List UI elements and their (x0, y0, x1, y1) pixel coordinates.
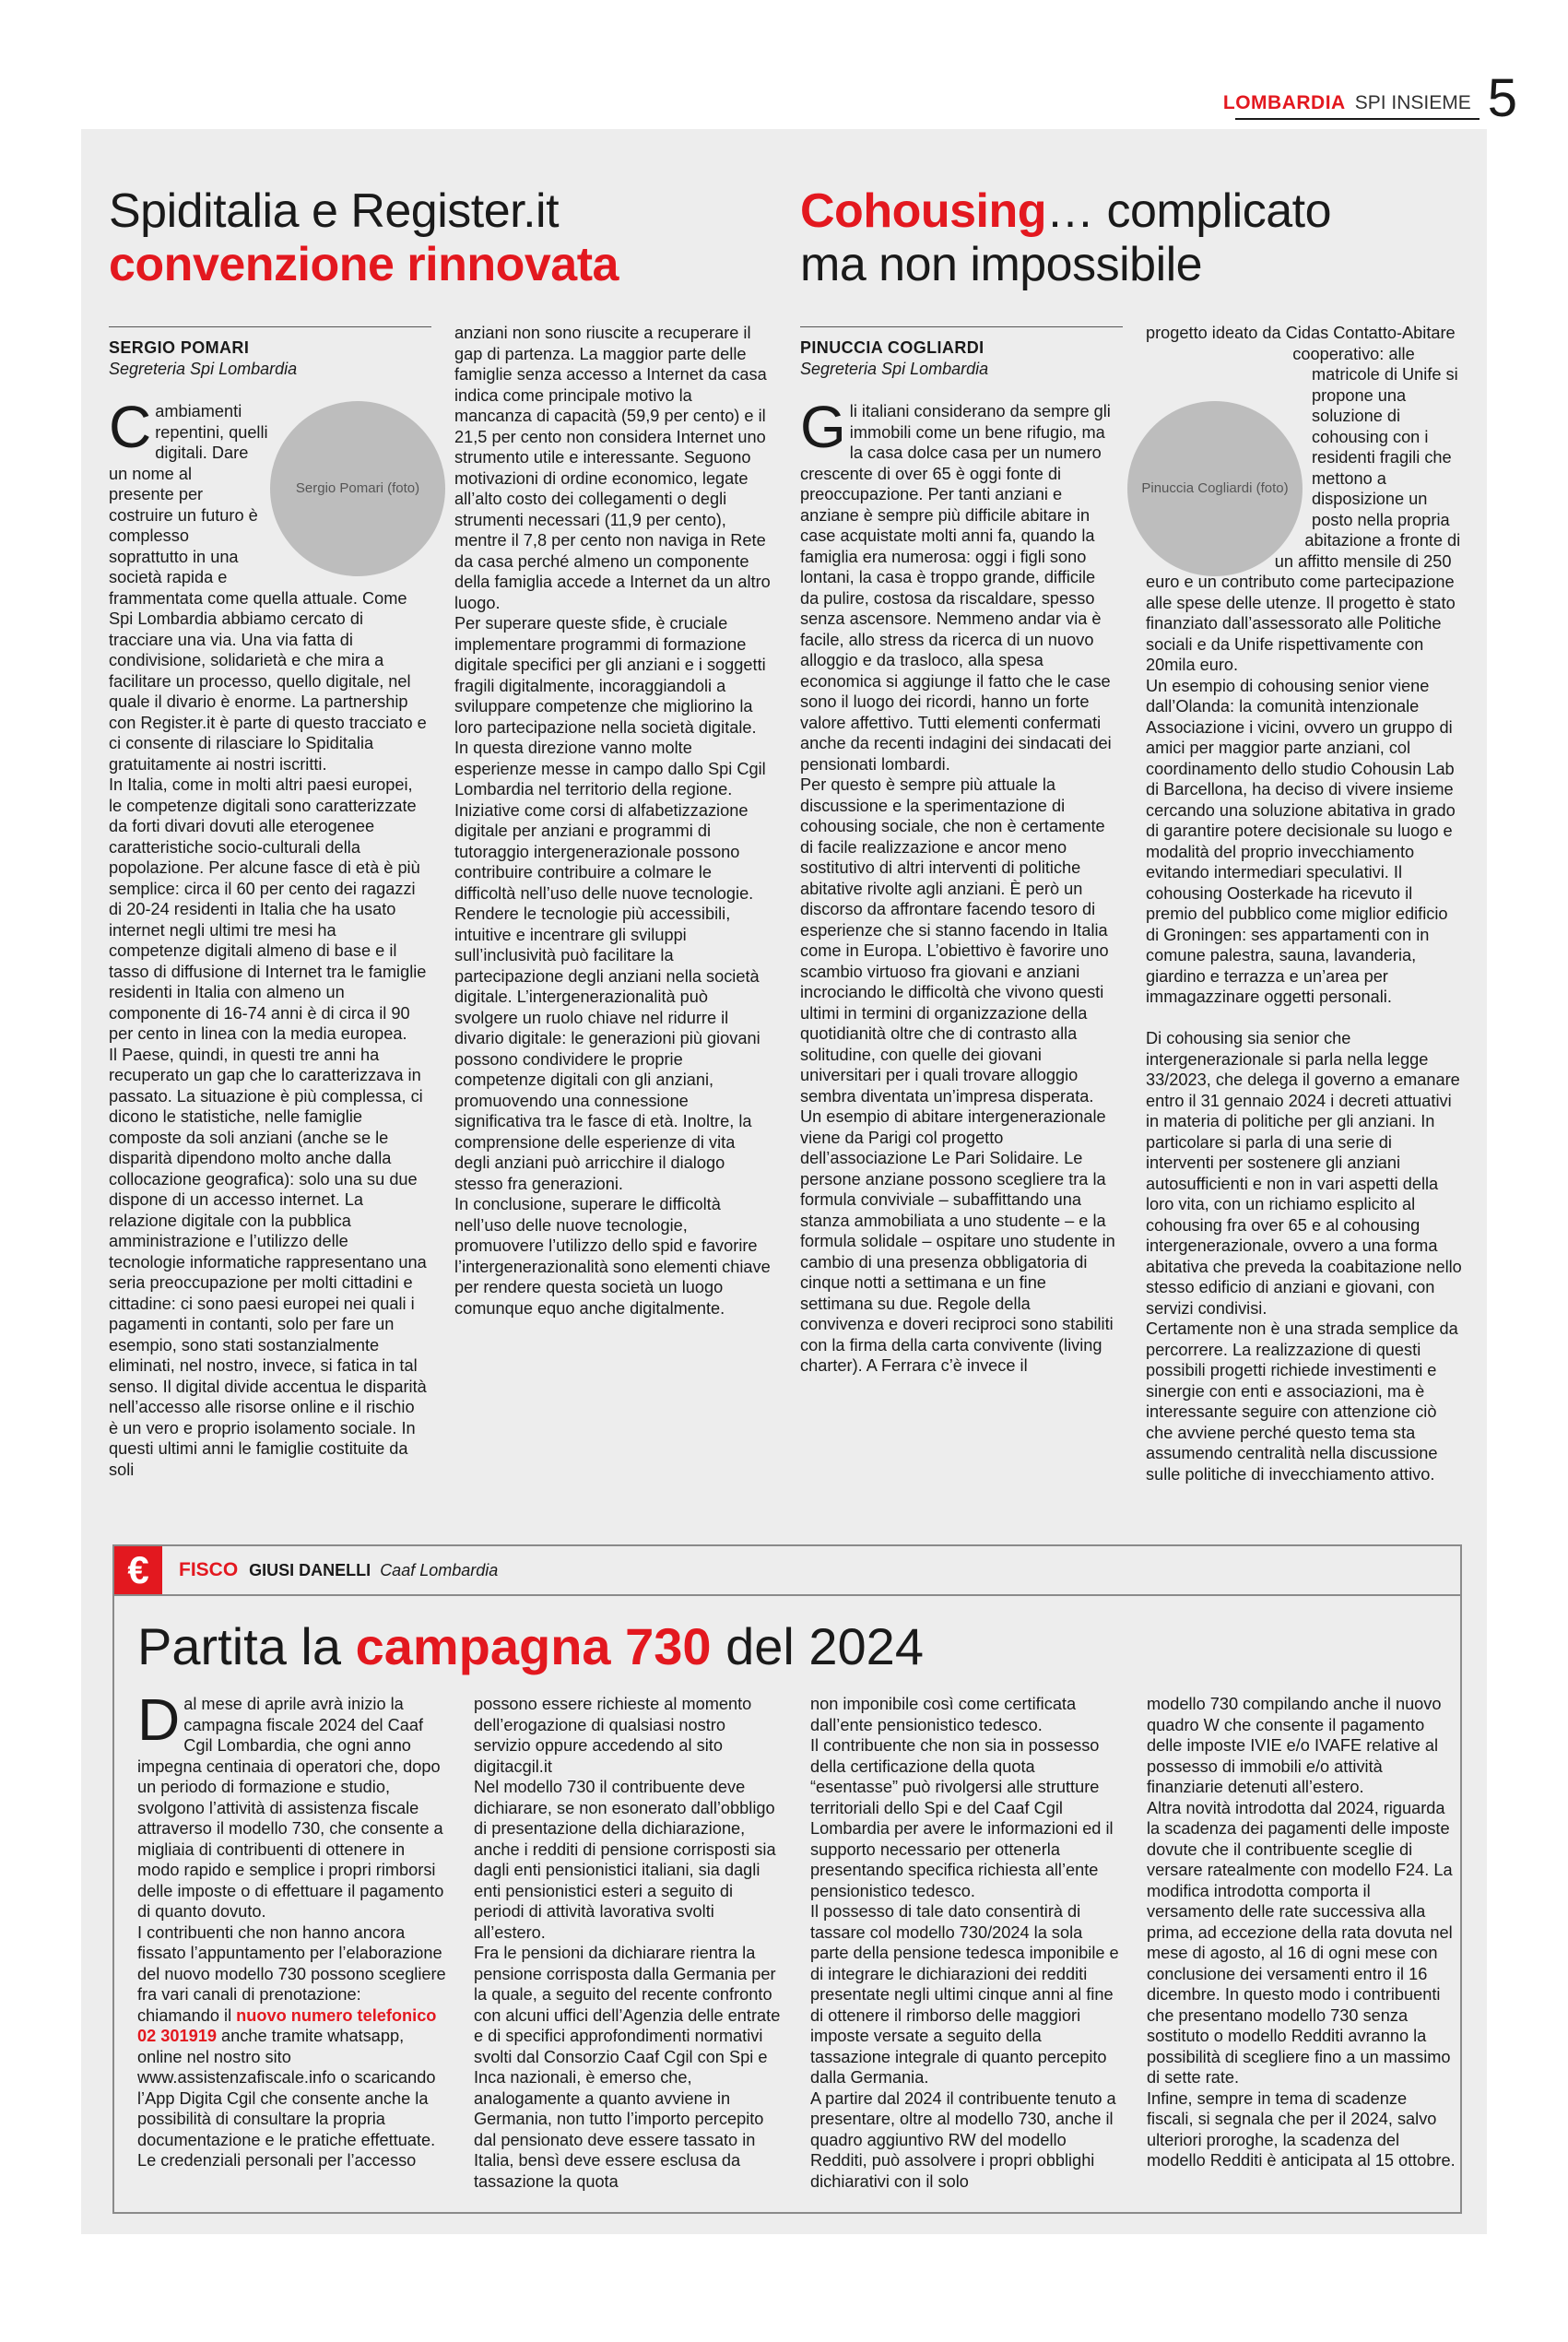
photo-label: Pinuccia Cogliardi (foto) (1141, 479, 1289, 496)
article-column (137, 1686, 446, 2192)
headline-post: del 2024 (711, 1617, 924, 1675)
column-text: modello 730 compilando anche il nuovo quadro W che consente il pagamento delle imposte IVIE e/o IVAFE relative al possesso di immobili e/o attività finanziarie detenuti all’estero. Altra novità introdotta dal 2024, riguarda la scadenza dei pagamenti delle imposte dovute che il contribuente sceglie di versare ratealmente con modello F24. La modifica introdotta comporta il versamento delle rate successiva alla prima, ad eccezione della rata dovuta nel mese di agosto, al 16 di ogni mese con conclusione dei versamenti entro il 16 dicembre. In questo modo i contribuenti che presentano modello 730 senza sostituto o modello Redditi avranno la possibilità di scegliere fino a un massimo di sette rate. Infine, sempre in tema di scadenze fiscali, si segnala che per il 2024, salvo ulteriori proroghe, la scadenza del modello Redditi è anticipata al 15 ottobre. (1147, 1695, 1456, 2170)
article-headline (109, 184, 772, 291)
fisco-body (137, 1686, 1456, 2192)
headline-line1: Spiditalia e Register.it (109, 184, 560, 238)
author-role: Segreteria Spi Lombardia (800, 360, 989, 378)
text-part: anche tramite whatsapp, online nel nostro sito www.assistenzafiscale.info o scaricando l’App Digita Cgil che consente anche la possibilità di consultare la propria documentazione e le pratiche effettuate. Le credenziali personali per l’accesso (137, 2027, 436, 2170)
column-text: non imponibile così come certificata dall’ente pensionistico tedesco. Il contribuente che non sia in possesso della certificazione della quota “esentasse” può rivolgersi alle strutture territoriali dello Spi e del Caaf Cgil Lombardia per avere le informazioni ed il supporto necessario per ottenerla presentando specifica richiesta all’ente pensionistico tedesco. Il possesso di tale dato consentirà di tassare col modello 730/2024 la sola parte della pensione tedesca imponibile e di integrare le dichiarazioni dei redditi presentate negli ultimi cinque anni al fine di ottenere il rimborso delle maggiori imposte versate a seguito della tassazione integrale di quanto percepito dalla Germania. A partire dal 2024 il contribuente tenuto a presentare, oltre al modello 730, anche il quadro aggiuntivo RW del modello Redditi, può assolvere i propri obblighi dichiarativi con il solo (810, 1695, 1119, 2191)
column-text (137, 1686, 446, 2171)
fisco-headline (137, 1618, 1460, 1675)
column-text: possono essere richieste al momento dell’erogazione di qualsiasi nostro servizio oppure accedendo al sito digitacgil.it Nel modello 730 il contribuente deve dichiarare, se non esonerato dall’obbligo di presentazione della dichiarazione, anche i redditi di pensione corrisposti sia dagli enti pensionistici italiani, sia dagli enti pensionistici esteri a seguito di periodi di attività lavorativa svolti all’estero. Fra le pensioni da dichiarare rientra la pensione corrisposta dalla Germania per la quale, a seguito del recente confronto con alcuni uffici dell’Agenzia delle entrate e di specifici approfondimenti normativi svolti dal Consorzio Caaf Cgil con Spi e Inca nazionali, è emerso che, analogamente a quanto avviene in Germania, non tutto l’importo percepito dal pensionato deve essere tassato in Italia, bensì deve essere esclusa da tassazione la quota (474, 1695, 781, 2191)
article-headline (800, 184, 1464, 291)
drop-cap: G (800, 394, 846, 460)
photo-label: Sergio Pomari (foto) (295, 479, 420, 496)
headline-highlight: Cohousing (800, 184, 1047, 238)
article-column (1141, 323, 1464, 1484)
column-text: progetto ideato da Cidas Contatto-Abitare cooperativo: alle matricole di Unife si propone una soluzione di cohousing con i residenti fragili che mettono a disposizione un posto nella propria abitazione a fronte di un affitto mensile di 250 euro e un contributo come partecipazione alle spese delle utenze. Il progetto è stato finanziato dall’assessorato alle Politiche sociali e da Unife rispettivamente con 20mila euro. Un esempio di cohousing senior viene dall’Olanda: la comunità intenzionale Associazione i vicini, ovvero un gruppo di amici per maggior parte anziani, col coordinamento dello studio Cohousin Lab di Barcellona, ha deciso di vivere insieme cercando una soluzione abitativa in grado di garantire potere decisionale su luogo e modalità del proprio invecchiamento evitando intermediari speculativi. Il cohousing Oosterkade ha ricevuto il premio del pubblico come miglior edificio di Groningen: ses appartamenti con in comune palestra, sauna, lavanderia, giardino e terrazza e un’area per immagazzinare oggetti personali. Di cohousing sia senior che intergenerazionale si parla nella legge 33/2023, che delega il governo a emanare entro il 31 gennaio 2024 i decreti attuativi in materia di politiche per gli anziani. In particolare si parla di una serie di interventi per sostenere gli anziani autosufficienti e non in vari aspetti della loro vita, con un richiamo esplicito al cohousing fra over 65 e al cohousing intergenerazionale, ovvero a una forma abitativa che preveda la coabitazione nello stesso edificio di anziani e giovani, con servizi condivisi. Certamente non è una strada semplice da percorrere. La realizzazione di questi possibili progetti richiede investimenti e sinergie con enti e associazioni, ma è interessante seguire con attenzione ciò che avviene perché questo tema sta assumendo centralità nella discussione sulle politiche di invecchiamento attivo. (1146, 324, 1462, 1484)
column-text: anziani non sono riuscite a recuperare il gap di partenza. La maggior parte delle famiglie senza accesso a Internet da casa indica come principale motivo la mancanza di capacità (59,9 per cento) e il 21,5 per cento non considera Internet uno strumento utile e interessante. Seguono motivazioni di ordine economico, legate all’alto costo dei collegamenti o degli strumenti necessari (11,9 per cento), mentre il 7,8 per cento non naviga in Rete da casa perché almeno un componente della famiglia accede a Internet da un altro luogo. Per superare queste sfide, è cruciale implementare programmi di formazione digitale specifici per gli anziani e i soggetti fragili digitalmente, incoraggiandoli a sviluppare competenze che migliorino la loro partecipazione nella società digitale. In questa direzione vanno molte esperienze messe in campo dallo Spi Cgil Lombardia nel territorio della regione. Iniziative come corsi di alfabetizzazione digitale per anziani e programmi di tutoraggio intergenerazionale possono contribuire contribuire a colmare le difficoltà nell’uso delle nuove tecnologie. Rendere le tecnologie più accessibili, intuitive e incentrare gli sviluppi sull’inclusività può facilitare la partecipazione degli anziani nella società digitale. L’intergenerazionalità può svolgere un ruolo chiave nel ridurre il divario digitale: le generazioni più giovani possono condividere le proprie competenze digitali con gli anziani, promuovendo una connessione significativa tra le fasce di età. Inoltre, la comprensione delle esperienze di vita degli anziani può arricchire il dialogo stesso fra generazioni. In conclusione, superare le difficoltà nell’uso delle nuove tecnologie, promuovere l’utilizzo dello spid e favorire l’intergenerazionalità sono elementi chiave per rendere questa società un luogo comunque equo anche digitalmente. (454, 324, 771, 1318)
headline-line2: convenzione rinnovata (109, 238, 619, 291)
article-column (800, 394, 1118, 1484)
author-name: SERGIO POMARI (109, 338, 250, 357)
byline (800, 326, 1123, 379)
euro-icon: € (114, 1546, 162, 1594)
folio-divider (1235, 118, 1480, 120)
fisco-header (114, 1546, 1460, 1596)
article-column (474, 1694, 783, 2192)
headline-rest: … complicato (1046, 184, 1332, 238)
fisco-org: Caaf Lombardia (380, 1560, 499, 1579)
byline (109, 326, 431, 379)
drop-cap: D (137, 1686, 181, 1753)
fisco-author: GIUSI DANELLI (249, 1560, 371, 1579)
page-number: 5 (1487, 68, 1517, 128)
drop-cap: C (109, 394, 152, 460)
article-column (810, 1694, 1119, 2192)
author-role: Segreteria Spi Lombardia (109, 360, 298, 378)
headline-pre: Partita la (137, 1617, 356, 1675)
article-column (1147, 1694, 1456, 2192)
text-part: al mese di aprile avrà inizio la campagna fiscale 2024 del Caaf Cgil Lombardia, che ogni anno impegna centinaia di operatori che, dopo un periodo di formazione e studio, svolgono l’attività di assistenza fiscale attraverso il modello 730, che consente a migliaia di contribuenti di ottenere in modo rapido e semplice i propri rimborsi delle imposte o di effettuare il pagamento di quanto dovuto. I contribuenti che non hanno ancora fissato l’appuntamento per l’elaborazione del nuovo modello 730 possono scegliere fra vari canali di prenotazione: chiamando il (137, 1695, 446, 2025)
headline-highlight: campagna 730 (355, 1617, 712, 1675)
folio-section: LOMBARDIA (1222, 92, 1346, 113)
headline-line2: ma non impossibile (800, 238, 1203, 291)
folio-publication: SPI INSIEME (1354, 92, 1471, 113)
article-column (454, 323, 772, 1480)
fisco-box (112, 1544, 1462, 2214)
fisco-tag: FISCO (179, 1559, 239, 1580)
article-column (109, 394, 427, 1480)
author-name: PINUCCIA COGLIARDI (800, 338, 984, 357)
author-photo (1127, 401, 1303, 576)
phone-number: nuovo numero telefonico 02 301919 (137, 2005, 437, 2045)
author-photo (270, 401, 445, 576)
column-text: li italiani considerano da sempre gli immobili come un bene rifugio, ma la casa dolce casa per un numero crescente di over 65 è oggi fonte di preoccupazione. Per tanti anziani e anziane è sempre più difficile abitare in case acquistate molti anni fa, quando la famiglia era numerosa: oggi i figli sono lontani, la casa è troppo grande, difficile da pulire, costosa da riscaldare, spesso senza ascensore. Nemmeno andar via è facile, allo stress da ricerca di un nuovo alloggio e da trasloco, alla spesa economica si aggiunge il fatto che le case sono il luogo dei ricordi, hanno un forte valore affettivo. Tutti elementi confermati anche da recenti indagini dei sindacati dei pensionati lombardi. Per questo è sempre più attuale la discussione e la sperimentazione di cohousing sociale, che non è certamente di facile realizzazione e ancor meno sostitutivo di altri interventi di politiche abitative rivolte agli anziani. È però un discorso da affrontare facendo tesoro di esperienze che si stanno facendo in Italia come in Europa. L’obiettivo è favorire uno scambio virtuoso fra giovani e anziani incrociando le difficoltà che vivono questi ultimi in termini di organizzazione della quotidianità oltre che di contrasto alla solitudine, con quelle dei giovani universitari per i quali trovare alloggio sembra diventata un’impresa disperata. Un esempio di abitare intergenerazionale viene da Parigi col progetto dell’associazione Le Pari Solidaire. Le persone anziane possono scegliere tra la formula conviviale – subaffittando una stanza ammobiliata a uno studente – e la formula solidale – ospitare uno studente in cambio di una presenza obbligatoria di cinque notti a settimana e un fine settimana su due. Regole della convivenza e doveri reciproci sono stabiliti con la firma della carta convivente (living charter). A Ferrara c’è invece il (800, 402, 1115, 1375)
column-text: ambiamenti repentini, quelli digitali. Dare un nome al presente per costruire un futuro è complesso soprattutto in una società rapida e frammentata come quella attuale. Come Spi Lombardia abbiamo cercato di tracciare una via. Una via fatta di condivisione, solidarietà e che mira a facilitare un processo, quello digitale, nel quale il divario è enorme. La partnership con Register.it è parte di questo tracciato e ci consente di rilasciare lo Spiditalia gratuitamente ai nostri iscritti. In Italia, come in molti altri paesi europei, le competenze digitali sono caratterizzate da forti divari dovuti alle eterogenee caratteristiche socio-culturali della popolazione. Per alcune fasce di età è più semplice: circa il 60 per cento dei ragazzi di 20-24 residenti in Italia che ha usato internet negli ultimi tre mesi ha competenze digitali almeno di base e il tasso di diffusione di Internet tra le famiglie residenti in Italia con almeno un componente di 16-74 anni è di circa il 90 per cento in linea con la media europea. Il Paese, quindi, in questi tre anni ha recuperato un gap che lo caratterizzava in passato. La situazione è più complessa, ci dicono le statistiche, nelle famiglie composte da soli anziani (anche se le disparità dipendono molto anche dalla collocazione geografica): solo una su due dispone di un accesso internet. La relazione digitale con la pubblica amministrazione e l’utilizzo delle tecnologie informatiche rappresentano una seria preoccupazione per molti cittadini e cittadine: ci sono paesi europei nei quali i pagamenti in contanti, solo per fare un esempio, sono stati sostanzialmente eliminati, nel nostro, invece, si fatica in tal senso. Il digital divide accentua le disparità nell’accesso alle risorse online e il rischio è un vero e proprio isolamento sociale. In questi ultimi anni le famiglie costituite da soli (109, 402, 427, 1479)
